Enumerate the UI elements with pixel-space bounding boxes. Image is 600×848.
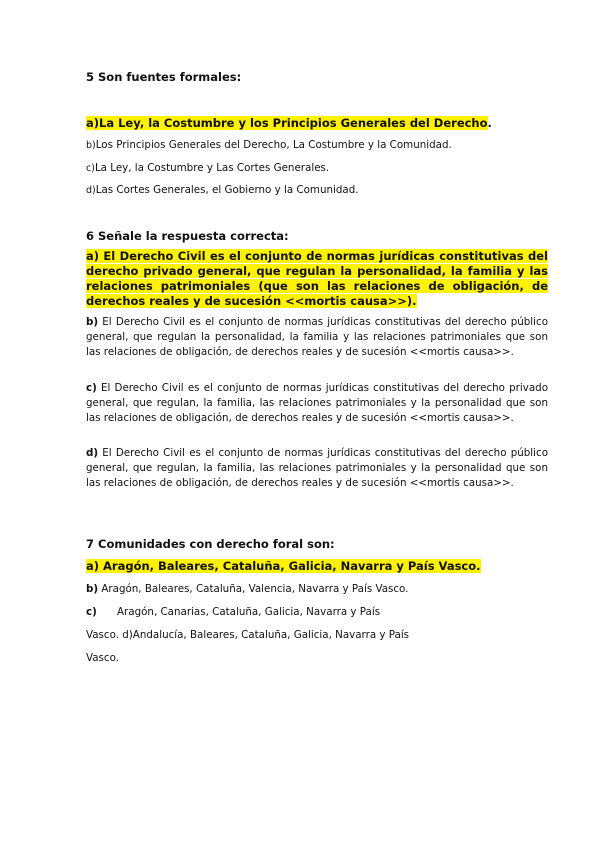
question-7-option-b-text: Aragón, Baleares, Cataluña, Valencia, Navarra y País Vasco. xyxy=(98,583,409,595)
question-5-title: 5 Son fuentes formales: xyxy=(86,70,242,84)
question-6-option-d-text: El Derecho Civil es el conjunto de normas jurídicas constitutivas del derecho público general, que regulan, la familia, las relaciones patrimoniales y la personalidad que son las relaciones de obligación, de derechos reales y de sucesión <<mortis causa>>. xyxy=(86,447,548,489)
question-5-option-c-text: La Ley, la Costumbre y Las Cortes Generales. xyxy=(94,162,330,174)
question-5-option-d xyxy=(86,183,548,198)
question-6-option-b-label: b) xyxy=(86,316,99,328)
question-5-option-a xyxy=(86,116,548,131)
question-6-title: 6 Señale la respuesta correcta: xyxy=(86,229,289,243)
question-6-option-b xyxy=(86,315,548,360)
question-5-option-b-text: Los Principios Generales del Derecho, La Costumbre y la Comunidad. xyxy=(95,139,452,151)
question-7-option-c-continued: Vasco. d)Andalucía, Baleares, Cataluña, Galicia, Navarra y País xyxy=(86,629,410,641)
question-6-option-b-text: El Derecho Civil es el conjunto de normas jurídicas constitutivas del derecho público general, que regulan la personalidad, la familia y las relaciones patrimoniales que son las relaciones de obligación, de derechos reales y de sucesión <<mortis causa>>. xyxy=(86,316,548,358)
question-5-option-c xyxy=(86,161,548,176)
question-5-option-a-text: a)La Ley, la Costumbre y los Principios Generales del Derecho xyxy=(86,116,488,130)
question-7-option-c-label: c) xyxy=(86,606,97,618)
question-5-option-d-label: d) xyxy=(86,185,96,196)
question-6-option-c xyxy=(86,381,548,426)
question-6-option-a xyxy=(86,249,548,309)
question-7-title: 7 Comunidades con derecho foral son: xyxy=(86,537,335,551)
question-7-option-a xyxy=(86,559,548,574)
question-5-option-b-label: b) xyxy=(86,140,96,151)
question-7-option-d-continued: Vasco. xyxy=(86,652,119,664)
question-5-option-b xyxy=(86,138,548,153)
question-6-option-c-label: c) xyxy=(86,382,97,394)
question-5-option-d-text: Las Cortes Generales, el Gobierno y la Comunidad. xyxy=(95,184,359,196)
question-6-option-d xyxy=(86,446,548,491)
question-5-option-c-label: c) xyxy=(86,163,95,174)
question-7-option-a-text: a) Aragón, Baleares, Cataluña, Galicia, Navarra y País Vasco. xyxy=(86,559,481,573)
question-6-option-c-text: El Derecho Civil es el conjunto de normas jurídicas constitutivas del derecho privado general, que regulan, la familia, las relaciones patrimoniales y la personalidad que son las relaciones de obligación, de derechos reales y de sucesión <<mortis causa>>. xyxy=(86,382,548,424)
question-7-option-b xyxy=(86,582,548,597)
question-6-option-a-text: a) El Derecho Civil es el conjunto de normas jurídicas constitutivas del derecho privado general, que regulan la personalidad, la familia y las relaciones patrimoniales (que son las relaciones de obligación, de derechos reales y de sucesión <<mortis causa>>). xyxy=(86,249,548,308)
question-7-option-c-text: Aragón, Canarias, Cataluña, Galicia, Navarra y País xyxy=(117,606,381,618)
question-7-option-b-label: b) xyxy=(86,583,99,595)
question-6-option-d-label: d) xyxy=(86,447,99,459)
question-7-option-c xyxy=(86,605,548,620)
question-5-option-a-period: . xyxy=(487,116,492,130)
